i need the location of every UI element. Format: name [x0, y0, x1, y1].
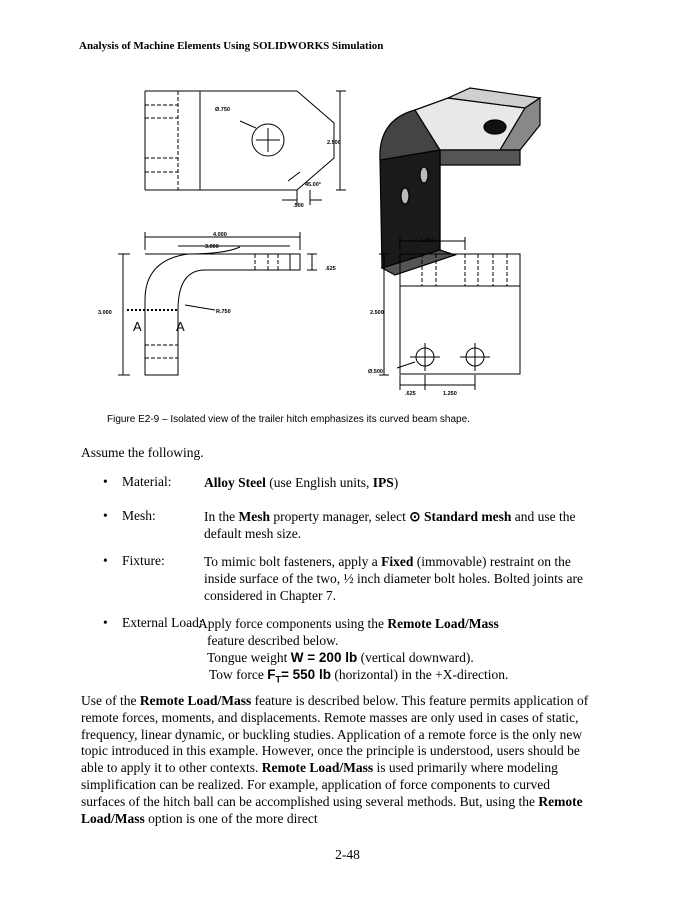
iso-view [380, 88, 540, 275]
dim-hole-dia: Ø.750 [215, 107, 230, 113]
assume-intro: Assume the following. [81, 445, 204, 460]
label-mesh: Mesh: [122, 508, 156, 523]
dim-edge-offset: .625 [405, 391, 416, 397]
dim-front-width: 1.250 [420, 238, 434, 244]
dim-inner-width: 3.000 [205, 244, 219, 250]
dim-side-height: 3.000 [98, 310, 112, 316]
dim-angle: 45.00° [305, 182, 321, 188]
trailer-hitch-figure [0, 0, 695, 410]
dim-height-top: 2.500 [327, 140, 341, 146]
bullet-material: • [103, 474, 108, 489]
dim-radius: R.750 [216, 309, 231, 315]
figure-caption: Figure E2-9 – Isolated view of the trailer hitch emphasizes its curved beam shape. [107, 414, 470, 425]
label-fixture: Fixture: [122, 553, 165, 568]
desc-external: Apply force components using the Remote Load/Mass feature described below. Tongue weight W = 200 lb (vertical downward). Tow force $F_T= 550$ lb (horizontal) in the +X-direction. [198, 616, 509, 685]
bullet-mesh: • [103, 508, 108, 523]
dim-bolt-dia: Ø.500 [368, 369, 383, 375]
page-number: 2-48 [335, 847, 360, 862]
dim-bolt-spacing: 1.250 [443, 391, 457, 397]
front-view [379, 237, 520, 390]
dim-width: 4.000 [213, 232, 227, 238]
label-material: Material: [122, 474, 172, 489]
side-view [118, 232, 317, 375]
desc-fixture: To mimic bolt fasteners, apply a Fixed (immovable) restraint on the inside surface of the two, ½ inch diameter bolt holes. Bolted joints are considered in Chapter 7. [204, 554, 584, 603]
dim-offset: .500 [293, 203, 304, 209]
label-external: External Load: [122, 615, 203, 630]
section-a-right: A [176, 319, 185, 334]
dim-thick: .625 [325, 266, 336, 272]
dim-front-height: 2.500 [370, 310, 384, 316]
desc-material: Alloy Steel (use English units, IPS) [204, 475, 399, 490]
desc-mesh: In the Mesh property manager, select ⊙ Standard mesh and use the default mesh size. [204, 509, 576, 541]
body-paragraph: Use of the Remote Load/Mass feature is described below. This feature permits application of remote forces, moments, and displacements. Remote masses are only used in cases of static, frequency, linear dynamic, or buckling studies. Application of a remote force is the only new topic introduced in this example. However, once the principle is understood, users should be able to apply it to other contexts. Remote Load/Mass is used primarily where modeling simplification can be realized. For example, application of force components to curved surfaces of the hitch ball can be accomplished using several methods. But, using the Remote Load/Mass option is one of the more direct [81, 693, 589, 826]
bullet-external: • [103, 615, 108, 630]
bullet-fixture: • [103, 553, 108, 568]
section-a-left: A [133, 319, 142, 334]
running-header: Analysis of Machine Elements Using SOLIDWORKS Simulation [79, 40, 384, 52]
